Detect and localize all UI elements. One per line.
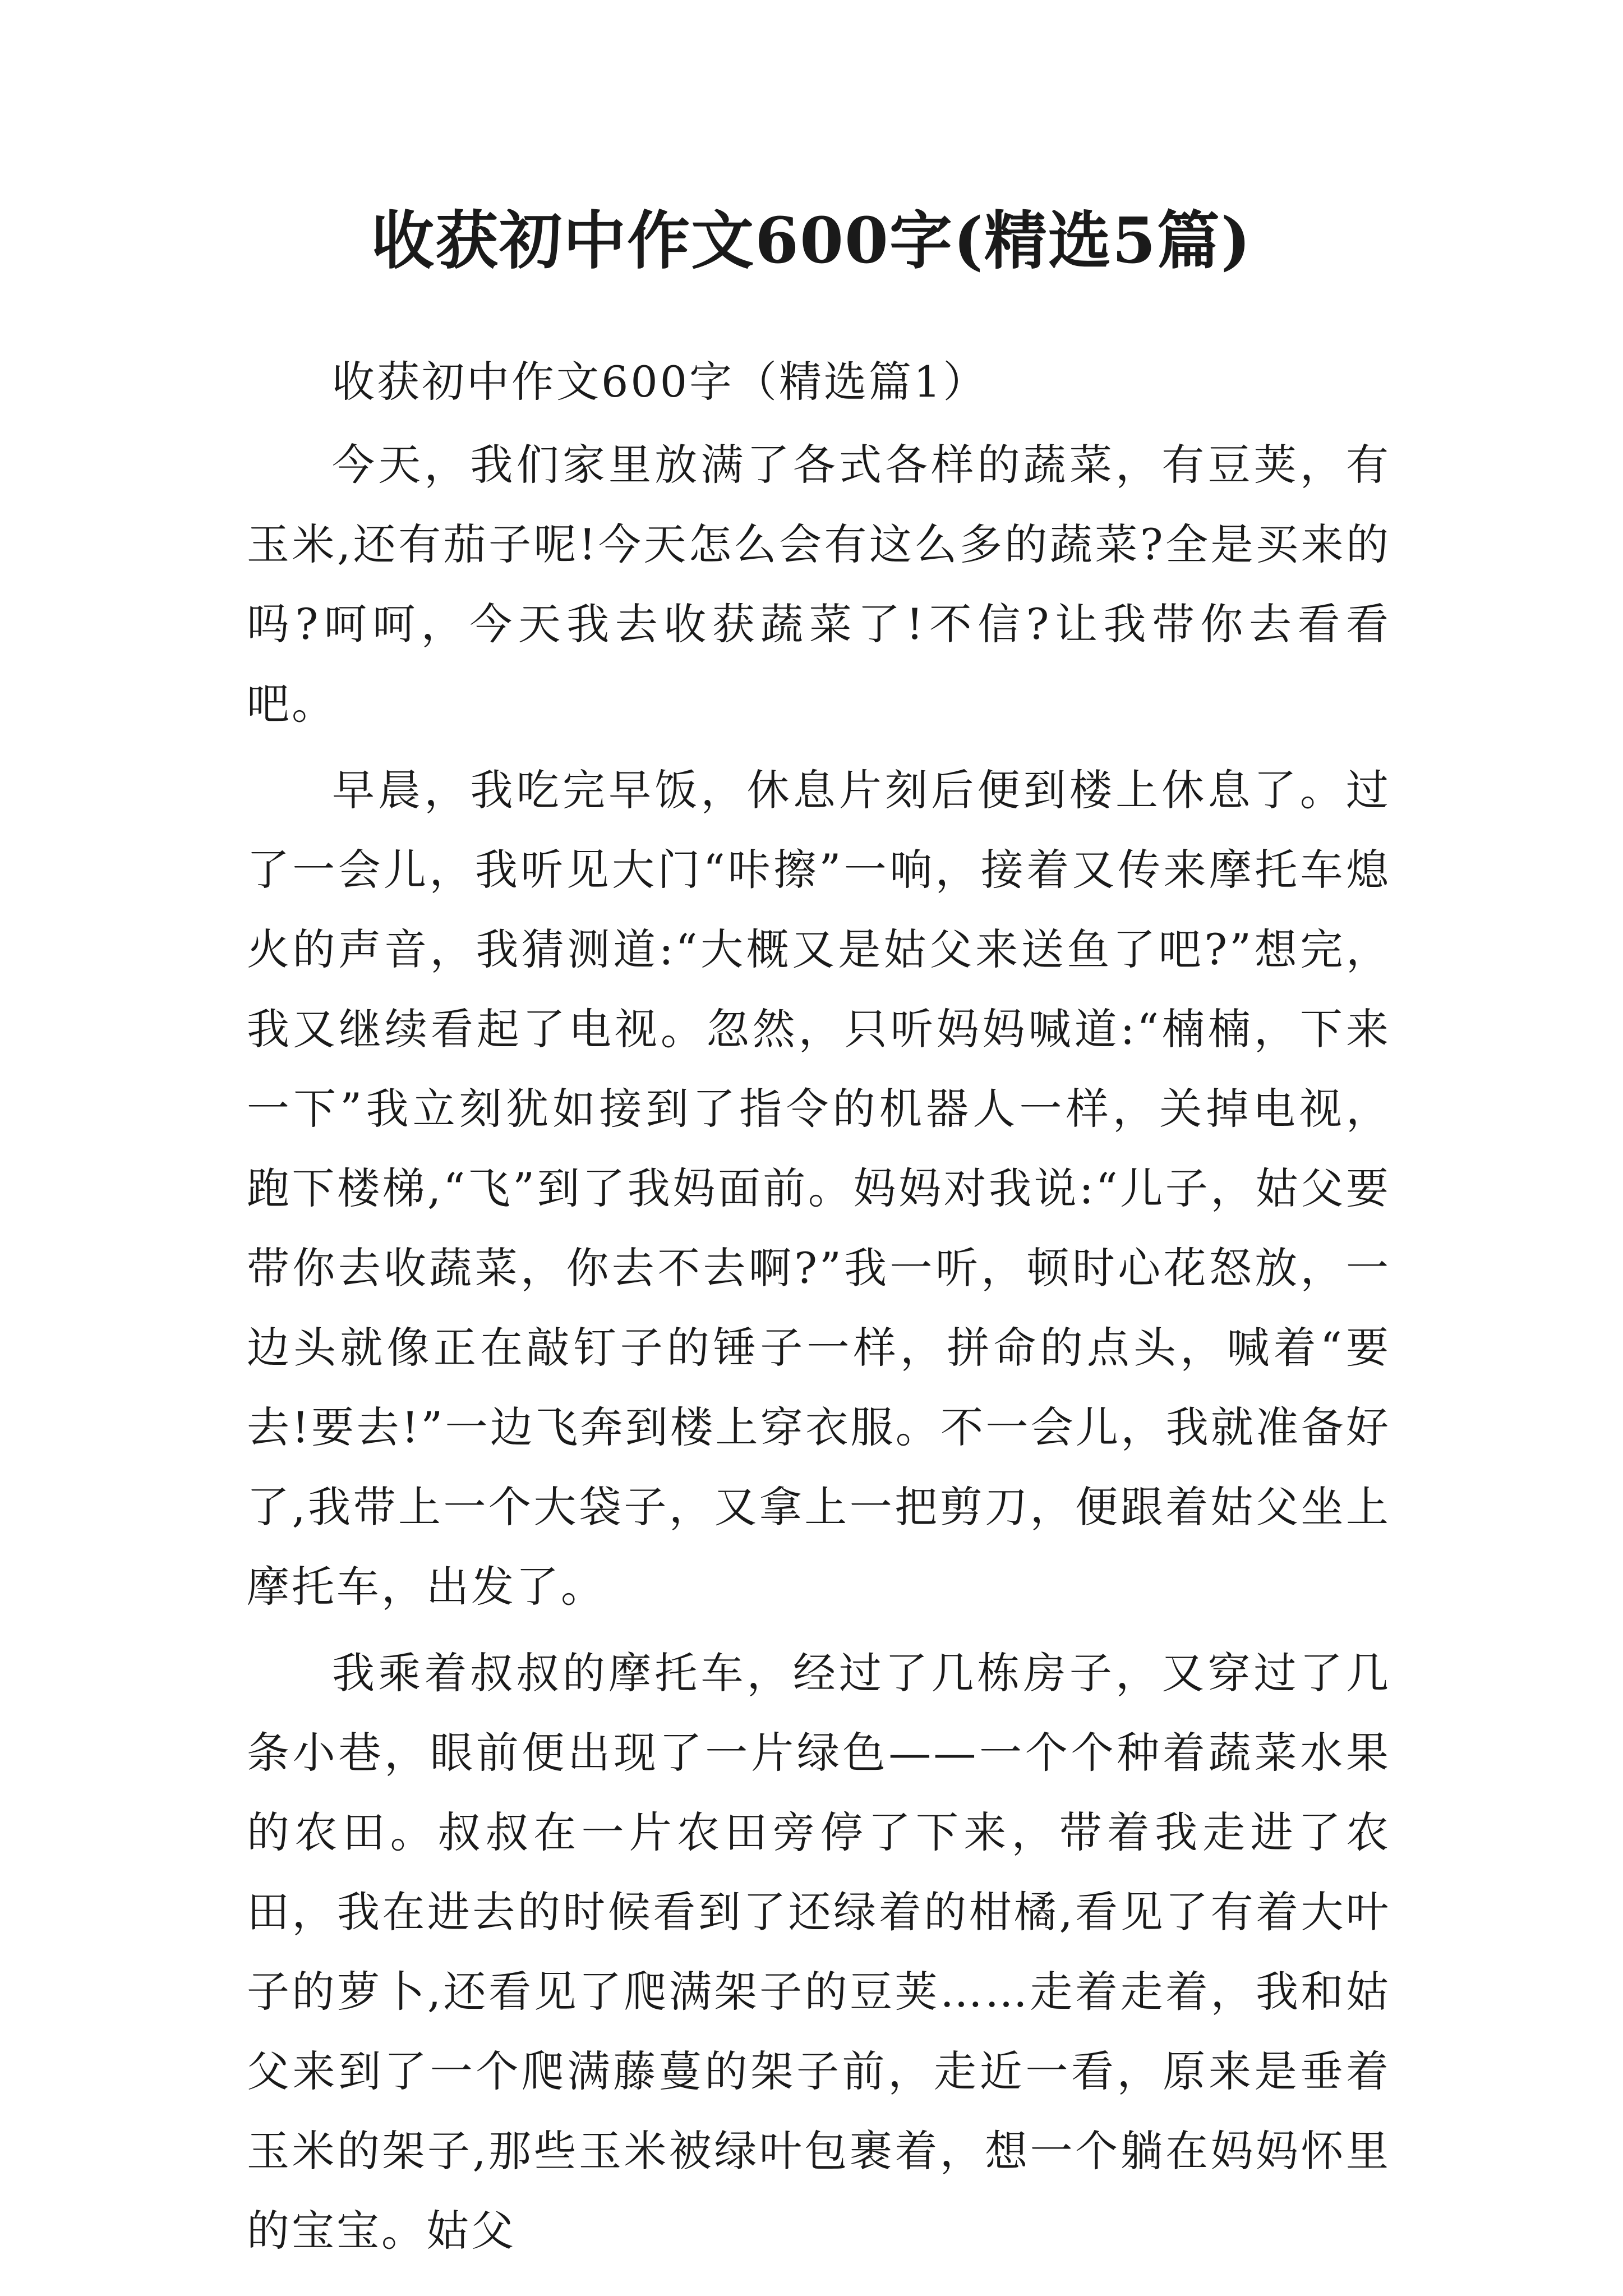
document-title: 收获初中作文600字(精选5篇) xyxy=(371,204,1252,278)
section-heading: 收获初中作文600字（精选篇1） xyxy=(332,357,988,407)
paragraph: 早晨，我吃完早饭，休息片刻后便到楼上休息了。过了一会儿，我听见大门“咔擦”一响，接着又传来摩托车熄火的声音，我猜测道:“大概又是姑父来送鱼了吧?”想完，我又继续看起了电视。忽然，只听妈妈喊道:“楠楠，下来一下”我立刻犹如接到了指令的机器人一样，关掉电视，跑下楼梯,“飞”到了我妈面前。妈妈对我说:“儿子，姑父要带你去收蔬菜，你去不去啊?”我一听，顿时心花怒放，一边头就像正在敲钉子的锤子一样，拼命的点头，喊着“要去!要去!”一边飞奔到楼上穿衣服。不一会儿，我就准备好了,我带上一个大袋子，又拿上一把剪刀，便跟着姑父坐上摩托车，出发了。 xyxy=(247,765,1391,1612)
paragraph: 我乘着叔叔的摩托车，经过了几栋房子，又穿过了几条小巷，眼前便出现了一片绿色——一个个种着蔬菜水果的农田。叔叔在一片农田旁停了下来，带着我走进了农田，我在进去的时候看到了还绿着的柑橘,看见了有着大叶子的萝卜,还看见了爬满架子的豆荚……走着走着，我和姑父来到了一个爬满藤蔓的架子前，走近一看，原来是垂着玉米的架子,那些玉米被绿叶包裹着，想一个躺在妈妈怀里的宝宝。姑父 xyxy=(247,1648,1391,2256)
article-body xyxy=(247,342,1391,2277)
paragraph: 今天，我们家里放满了各式各样的蔬菜，有豆荚，有玉米,还有茄子呢!今天怎么会有这么多的蔬菜?全是买来的吗?呵呵，今天我去收获蔬菜了!不信?让我带你去看看吧。 xyxy=(247,440,1391,729)
